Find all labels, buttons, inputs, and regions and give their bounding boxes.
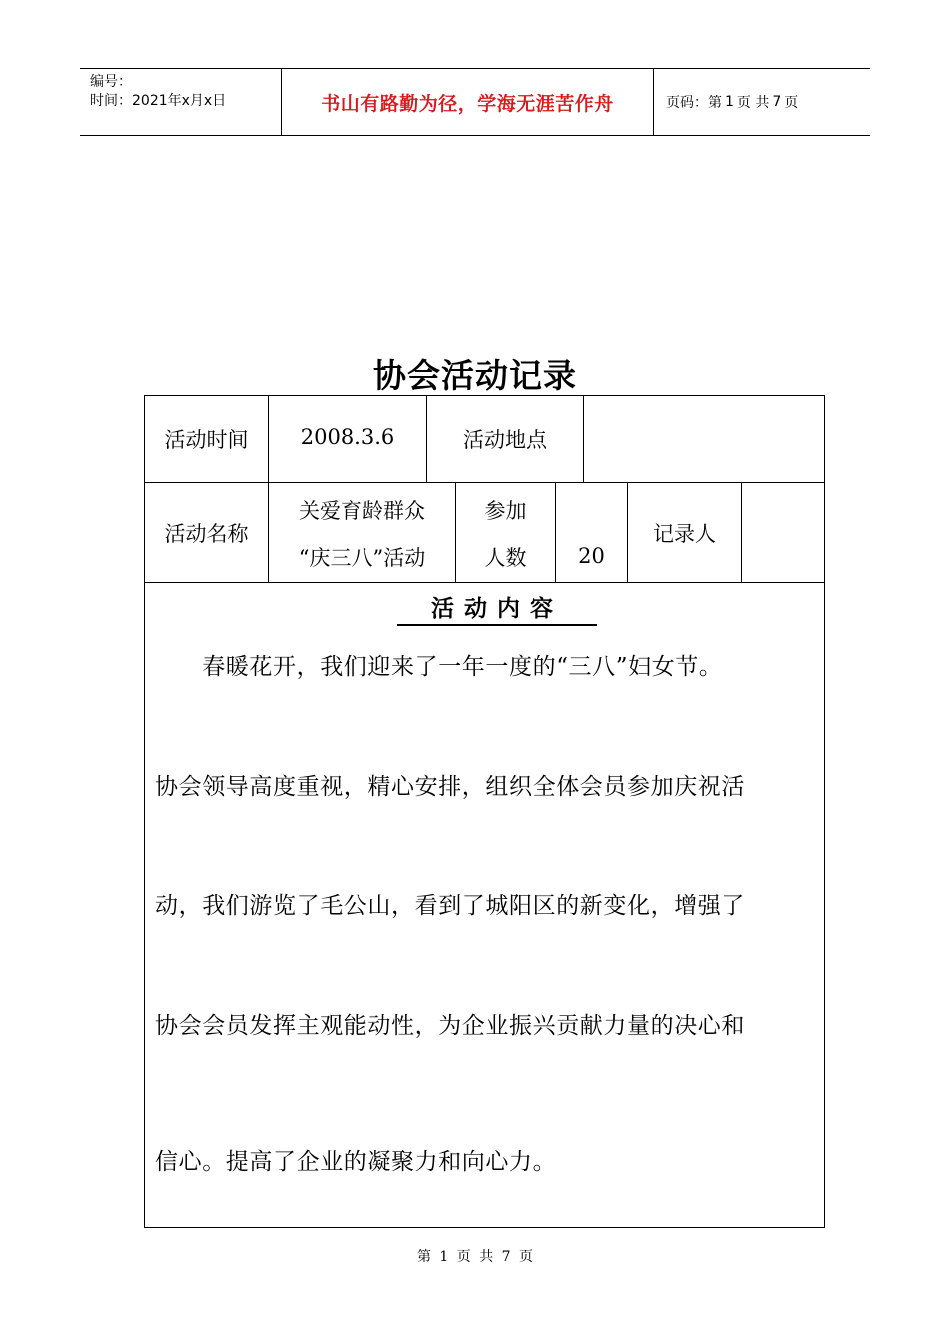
content-heading: 活动内容 bbox=[397, 594, 597, 626]
header-page-number bbox=[654, 69, 870, 135]
page-mid: 页 共 bbox=[736, 95, 770, 111]
page-prefix: 页码：第 bbox=[666, 95, 722, 111]
row-divider bbox=[145, 582, 824, 583]
participant-count-label-line2: 人数 bbox=[484, 546, 527, 570]
participant-count-value: 20 bbox=[578, 544, 605, 568]
time-label: 时间：2021年x月x日 bbox=[90, 93, 227, 109]
page-footer: 第 1 页 共 7 页 bbox=[416, 1249, 534, 1265]
participant-count-label-line1: 参加 bbox=[484, 499, 527, 523]
page-suffix: 页 bbox=[784, 95, 799, 111]
page-header bbox=[80, 68, 870, 136]
participant-count-label bbox=[456, 483, 555, 582]
header-meta bbox=[80, 69, 281, 135]
header-motto: 书山有路勤为径，学海无涯苦作舟 bbox=[281, 69, 654, 135]
content-line: 春暖花开，我们迎来了一年一度的“三八”妇女节。 bbox=[155, 654, 723, 680]
recorder-label: 记录人 bbox=[653, 521, 716, 546]
document-title: 协会活动记录 bbox=[373, 356, 577, 395]
activity-name-line1: 关爱育龄群众 bbox=[299, 499, 425, 523]
activity-place-value bbox=[584, 396, 824, 482]
content-line: 协会领导高度重视，精心安排，组织全体会员参加庆祝活 bbox=[155, 774, 745, 800]
activity-name-value bbox=[269, 483, 455, 582]
serial-label: 编号： bbox=[90, 74, 132, 90]
recorder-value bbox=[742, 483, 824, 582]
activity-time-label: 活动时间 bbox=[164, 428, 249, 452]
page-current: 1 bbox=[725, 94, 734, 110]
content-line: 协会会员发挥主观能动性，为企业振兴贡献力量的决心和 bbox=[155, 1013, 745, 1039]
content-line: 信心。提高了企业的凝聚力和向心力。 bbox=[155, 1149, 557, 1175]
activity-record-table bbox=[144, 395, 825, 1228]
activity-place-label: 活动地点 bbox=[463, 428, 547, 452]
activity-time-value: 2008.3.6 bbox=[300, 425, 395, 449]
content-line: 动，我们游览了毛公山，看到了城阳区的新变化，增强了 bbox=[155, 893, 745, 919]
activity-name-label: 活动名称 bbox=[164, 521, 249, 546]
page-total: 7 bbox=[772, 94, 782, 110]
activity-name-line2: “庆三八”活动 bbox=[298, 546, 426, 570]
